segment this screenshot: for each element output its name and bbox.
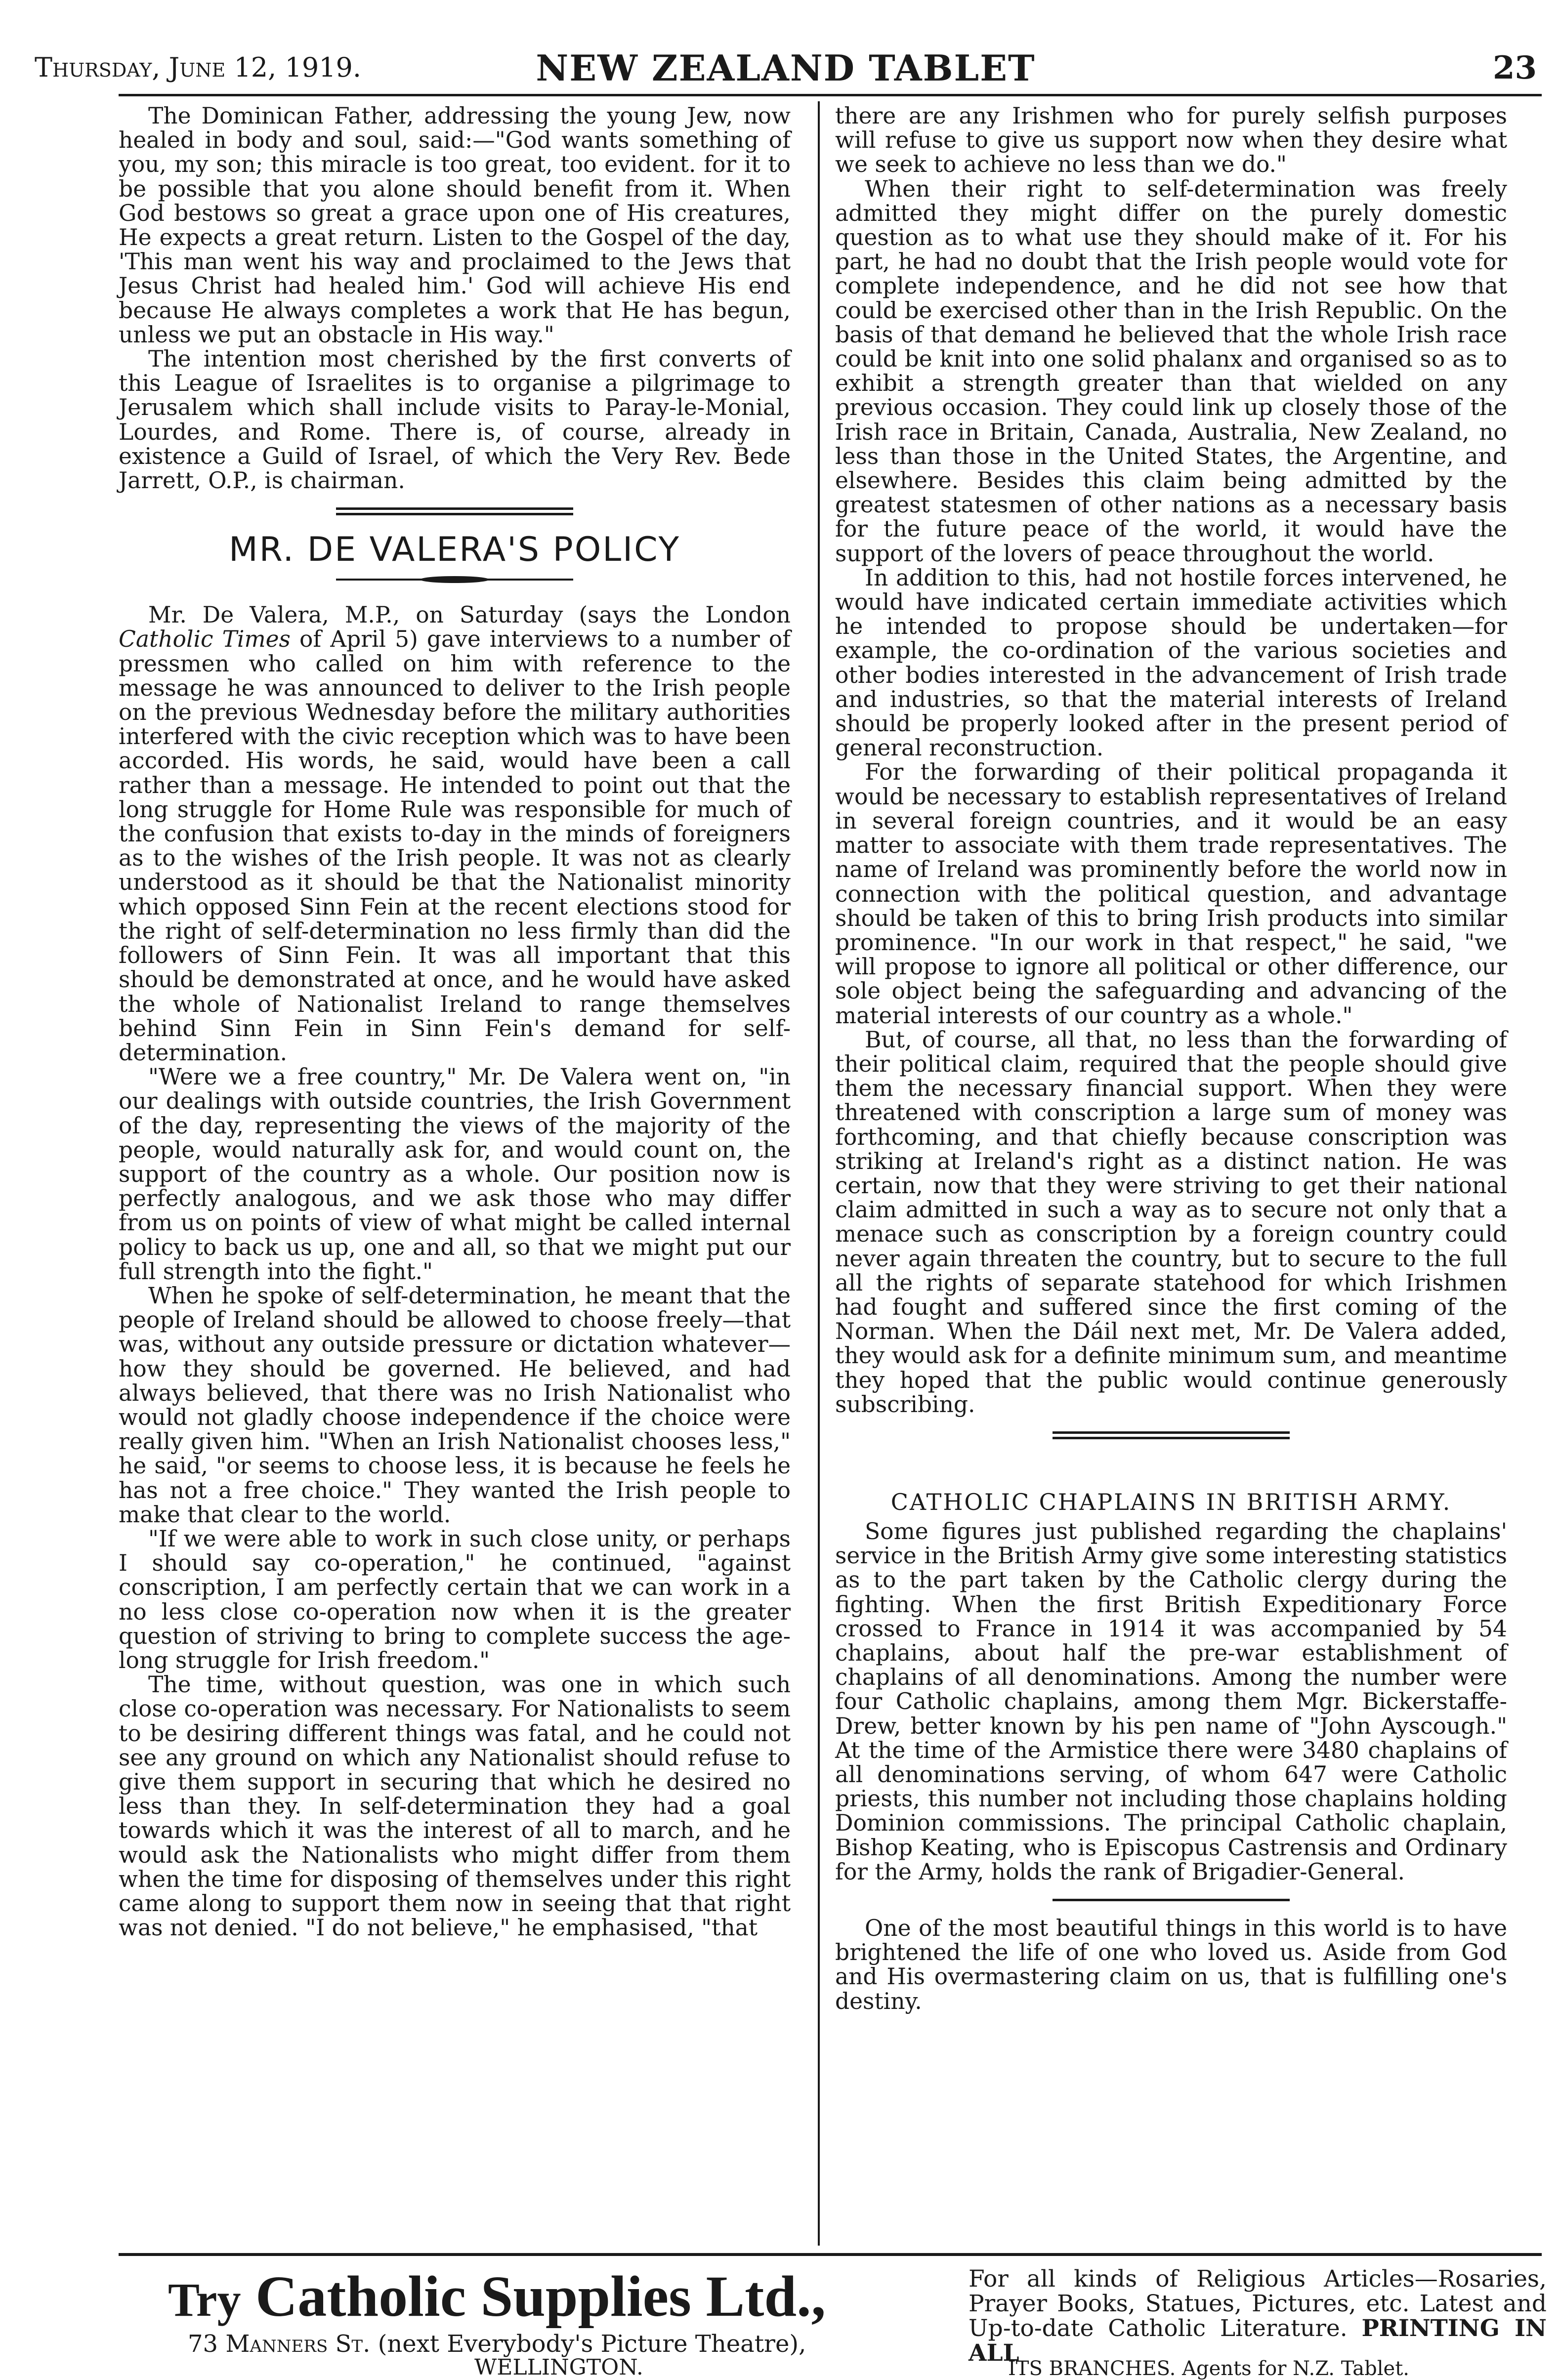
article-paragraph: "Were we a free country," Mr. De Valera went on, "in our dealings with outside countries, the Irish Government of the day, representing the views of the majority of the people, would naturally ask for, and would count on, the support of the country as a whole. Our position now is perfectly analogous, and we ask those who may differ from us on points of view of what might be called internal policy to back us up, one and all, so that we might put our full strength into the fight." — [119, 1064, 791, 1285]
advertisement — [119, 2253, 1547, 2380]
article-paragraph: When their right to self-determination was freely admitted they might differ on the purely domestic question as to what use they should make of it. For his part, he had no doubt that the Irish people would vote for complete independence, and he did not see how that could be exercised other than in the Irish Republic. On the basis of that demand he believed that the whole Irish race could be knit into one solid phalanx and organised so as to exhibit a strength greater than that wielded on any previous occasion. They could link up closely those of the Irish race in Britain, Canada, Australia, New Zealand, no less than those in the United States, the Argentine, and elsewhere. Besides this claim being admitted by the greatest statesmen of other nations as a necessary basis for the future peace of the world, it would have the support of the lovers of peace throughout the world. — [835, 175, 1507, 567]
masthead-title: NEW ZEALAND TABLET — [536, 47, 1036, 89]
address-note: (next Everybody's Picture Theatre), — [378, 2330, 806, 2358]
section-divider — [1053, 1899, 1290, 1901]
publication-name: Catholic Times — [119, 626, 291, 653]
heading-ornament — [336, 576, 573, 583]
article-paragraph: there are any Irishmen who for purely selfish purposes will refuse to give us support now when they desire what we seek to achieve no less than we do." — [835, 103, 1507, 178]
section-divider — [1053, 1431, 1290, 1439]
ad-try: Try — [168, 2273, 241, 2326]
article-paragraph: One of the most beautiful things in this world is to have brightened the life of one who loved us. Aside from God and His overmastering claim on us, that is fulfilling one's destiny. — [835, 1915, 1507, 2014]
section-divider — [336, 507, 573, 515]
ad-branches: ITS BRANCHES. Agents for N.Z. Tablet. — [1008, 2357, 1410, 2380]
article-paragraph: The Dominican Father, addressing the young Jew, now healed in body and soul, said:—"God wants something of you, my son; this miracle is too great, too evident. for it to be possible that you alone should benefit from it. When God bestows so great a grace upon one of His creatures, He expects a great return. Listen to the Gospel of the day, 'This man went his way and proclaimed to the Jews that Jesus Christ had healed him.' God will achieve His end because He always completes a work that He has begun, unless we put an obstacle in His way." — [119, 103, 791, 348]
page-header — [35, 47, 1537, 91]
paragraph-text: Mr. De Valera, M.P., on Saturday (says the London — [148, 602, 791, 628]
article-paragraph: In addition to this, had not hostile forces intervened, he would have indicated certain immediate activities which he intended to propose should be undertaken—for example, the co-ordination of the various societies and other bodies interested in the advancement of Irish trade and industries, so that the material interests of Ireland should be properly looked after in the present period of general reconstruction. — [835, 564, 1507, 761]
article-heading: MR. DE VALERA'S POLICY — [229, 530, 680, 570]
advertiser-address — [188, 2330, 806, 2358]
ad-info: For all kinds of Religious Articles—Rosaries, Prayer Books, Statues, Pictures, etc. Latest and Up-to-date Catholic Literature. — [969, 2265, 1547, 2342]
article-heading: CATHOLIC CHAPLAINS IN BRITISH ARMY. — [890, 1488, 1452, 1515]
issue-date: Thursday, June 12, 1919. — [35, 52, 362, 83]
article-paragraph: But, of course, all that, no less than the forwarding of their political claim, required that the people should give them the necessary financial support. When they were threatened with conscription a large sum of money was forthcoming, and that chiefly because conscription was striking at Ireland's right as a distinct nation. He was certain, now that they were striving to get their national claim admitted in such a way as to secure not only that a menace such as conscription by a foreign country could never again threaten the country, but to secure to the full all the rights of separate statehood for which Irishmen had fought and suffered since the first coming of the Norman. When the Dáil next met, Mr. De Valera added, they would ask for a definite minimum sum, and meantime they hoped that the public would continue generously subscribing. — [835, 1026, 1507, 1418]
ad-printing: PRINTING IN ALL — [969, 2315, 1547, 2367]
header-rule — [119, 94, 1542, 96]
page-number: 23 — [1492, 49, 1537, 86]
paragraph-text: of April 5) gave interviews to a number of pressmen who called on him with reference to the message he was announced to deliver to the Irish people on the previous Wednesday before the military authorities interfered with the civic reception which was to have been accorded. His words, he said, would have been a call rather than a message. He intended to point out that the long struggle for Home Rule was responsible for much of the confusion that exists to-day in the minds of foreigners as to the wishes of the Irish people. It was not as clearly understood as it should be that the Nationalist minority which opposed Sinn Fein at the recent elections stood for the right of self-determination no less firmly than did the followers of Sinn Fein. It was all important that this should be demonstrated at once, and he would have asked the whole of Nationalist Ireland to range themselves behind Sinn Fein in Sinn Fein's demand for self-determination. — [119, 626, 791, 1066]
advertiser-name — [168, 2264, 826, 2330]
article-paragraph: When he spoke of self-determination, he meant that the people of Ireland should be allowed to choose freely—that was, without any outside pressure or dictation whatever—how they should be governed. He believed, and had always believed, that there was no Irish Nationalist who would not gladly choose independence if the choice were really given him. "When an Irish Nationalist chooses less," he said, "or seems to choose less, it is because he feels he has not a free choice." They wanted the Irish people to make that clear to the world. — [119, 1282, 791, 1528]
article-paragraph: "If we were able to work in such close unity, or perhaps I should say co-operation," he continued, "against conscription, I am perfectly certain that we can work in a no less close co-operation now when it is the greater question of striving to bring to complete success the age-long struggle for Irish freedom." — [119, 1525, 791, 1673]
address-street: Manners St. — [225, 2330, 371, 2358]
address-number: 73 — [188, 2330, 218, 2358]
column-divider — [818, 101, 820, 2246]
right-column — [835, 104, 1507, 2013]
article-paragraph — [119, 603, 791, 1065]
article-paragraph: The intention most cherished by the first converts of this League of Israelites is to organise a pilgrimage to Jerusalem which shall include visits to Paray-le-Monial, Lourdes, and Rome. There is, of course, already in existence a Guild of Israel, of which the Very Rev. Bede Jarrett, O.P., is chairman. — [119, 346, 791, 494]
article-paragraph: For the forwarding of their political propaganda it would be necessary to establish representatives of Ireland in several foreign countries, and it would be an easy matter to associate with them trade representatives. The name of Ireland was prominently before the world now in connection with the political question, and advantage should be taken of this to bring Irish products into similar prominence. "In our work in that respect," he said, "we will propose to ignore all political or other difference, our sole object being the safeguarding and advancing of the material interests of our country as a whole." — [835, 759, 1507, 1029]
advertiser-city: WELLINGTON. — [474, 2355, 643, 2380]
article-paragraph: Some figures just published regarding the chaplains' service in the British Army give some interesting statistics as to the part taken by the Catholic clergy during the fighting. When the first British Expeditionary Force crossed to France in 1914 it was accompanied by 54 chaplains, about half the pre-war establishment of chaplains of all denominations. Among the number were four Catholic chaplains, among them Mgr. Bickerstaffe-Drew, better known by his pen name of "John Ayscough." At the time of the Armistice there were 3480 chaplains of all denominations serving, of whom 647 were Catholic priests, this number not including those chaplains holding Dominion commissions. The principal Catholic chaplain, Bishop Keating, who is Episcopus Castrensis and Ordinary for the Army, holds the rank of Brigadier-General. — [835, 1518, 1507, 1885]
ad-brand: Catholic Supplies Ltd., — [255, 2264, 826, 2329]
advertisement-copy — [969, 2267, 1547, 2366]
article-paragraph: The time, without question, was one in which such close co-operation was necessary. For Nationalists to seem to be desiring different things was fatal, and he could not see any ground on which any Nationalist should refuse to give them support in securing that which he desired no less than they. In self-determination they had a goal towards which it was the interest of all to march, and he would ask the Nationalists who might differ from them when the time for disposing of themselves under this right came along to support them now in seeing that that right was not denied. "I do not believe," he emphasised, "that — [119, 1671, 791, 1941]
left-column — [119, 104, 791, 1940]
